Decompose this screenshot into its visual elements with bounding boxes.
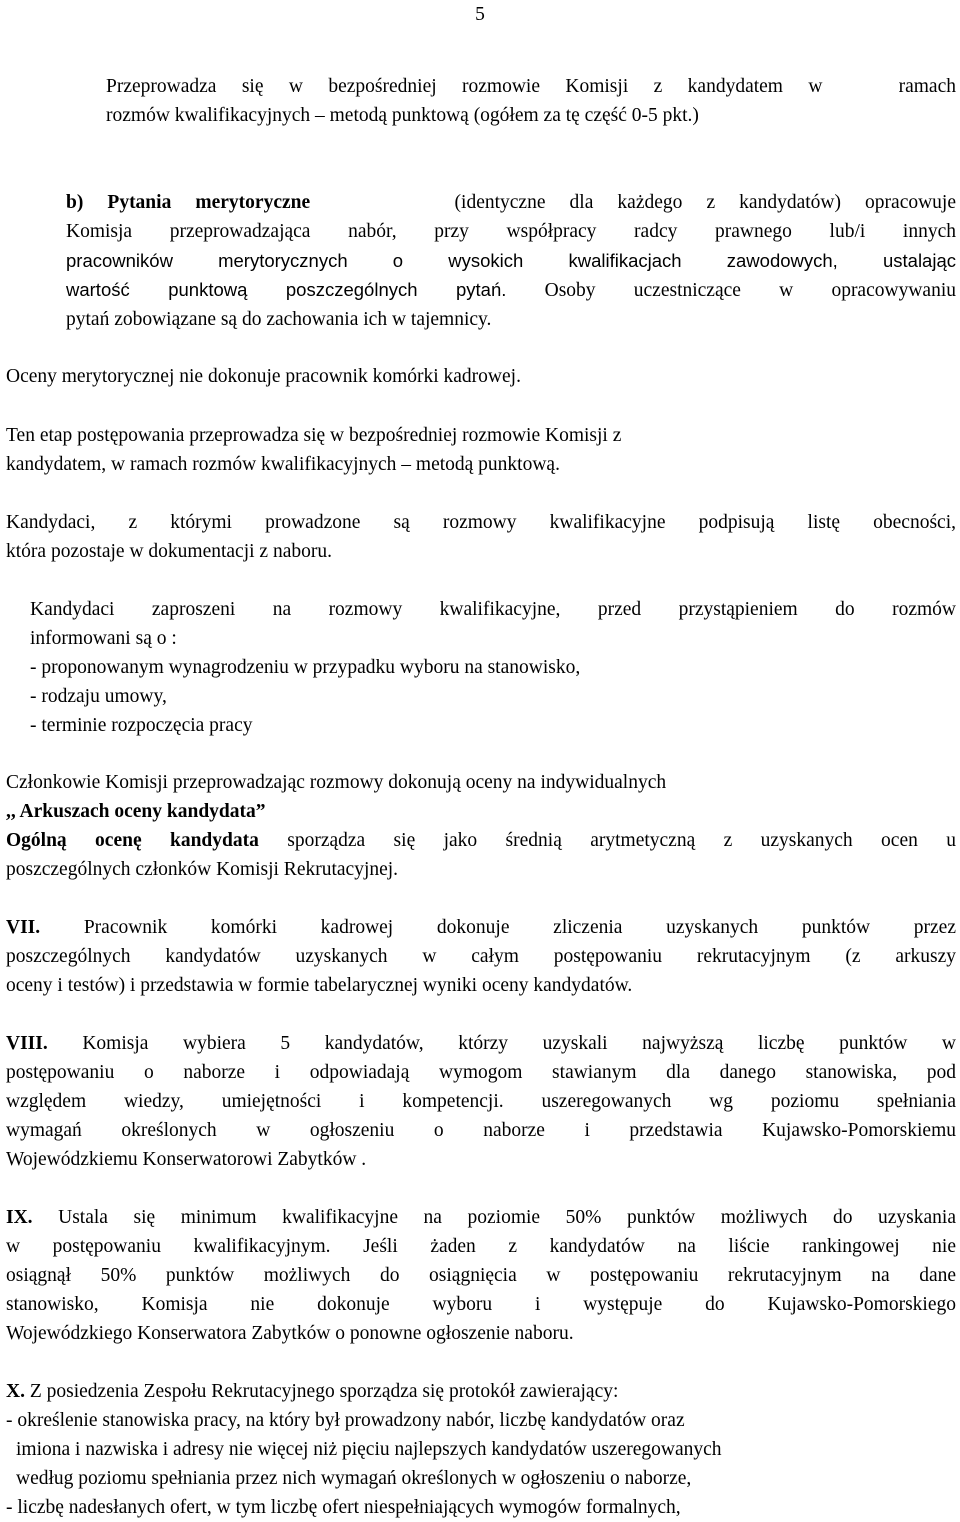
paragraph-commission-evaluation [6, 768, 956, 884]
attendance-line-1: Kandydaci, z którymi prowadzone są rozmowy kwalifikacyjne podpisują listę obecności, [6, 512, 956, 533]
section-vii [6, 913, 956, 1000]
paragraph-invited [30, 595, 956, 740]
section-vii-line-2: poszczególnych kandydatów uzyskanych w całym postępowaniu rekrutacyjnym (z arkuszy [6, 946, 956, 967]
paragraph-intro [106, 72, 956, 130]
hr-note-line: Oceny merytorycznej nie dokonuje pracownik komórki kadrowej. [6, 366, 521, 387]
invited-line-2: informowani są o : [30, 628, 177, 649]
merit-line-4-rest: Osoby uczestniczące w opracowywaniu [544, 280, 956, 301]
evaluation-line-1: Członkowie Komisji przeprowadzając rozmowy dokonują oceny na indywidualnych [6, 772, 667, 793]
section-viii-line-3: względem wiedzy, umiejętności i kompetencji. uszeregowanych wg poziomu spełniania [6, 1091, 956, 1112]
merit-line-1 [66, 188, 956, 217]
paragraph-stage [6, 421, 956, 479]
section-viii-number: VIII. [6, 1033, 48, 1054]
evaluation-line-3-bold: Ogólną ocenę kandydata [6, 830, 259, 851]
paragraph-attendance [6, 508, 956, 566]
evaluation-line-3 [6, 826, 956, 855]
section-ix-number: IX. [6, 1207, 33, 1228]
section-ix-line-1 [6, 1203, 956, 1232]
merit-line-1-rest: (identyczne dla każdego z kandydatów) opracowuje [454, 192, 956, 213]
section-ix-line-3: osiągnął 50% punktów możliwych do osiągnięcia w postępowaniu rekrutacyjnym na dane [6, 1265, 956, 1286]
evaluation-line-3-rest: sporządza się jako średnią arytmetyczną z uzyskanych ocen u [287, 830, 956, 851]
section-viii-line-1 [6, 1029, 956, 1058]
section-x-line-1-rest: Z posiedzenia Zespołu Rekrutacyjnego sporządza się protokół zawierający: [29, 1381, 619, 1402]
merit-heading: b) Pytania merytoryczne [66, 192, 311, 213]
list-item: - proponowanym wynagrodzeniu w przypadku wyboru na stanowisko, [30, 657, 581, 678]
list-item: - rodzaju umowy, [30, 686, 167, 707]
intro-line-2: rozmów kwalifikacyjnych – metodą punktową (ogółem za tę część 0-5 pkt.) [106, 105, 699, 126]
section-viii-line-5: Wojewódzkiemu Konserwatorowi Zabytków . [6, 1149, 367, 1170]
list-item-continuation: imiona i nazwiska i adresy nie więcej niż pięciu najlepszych kandydatów uszeregowanych [16, 1439, 722, 1460]
invited-line-1: Kandydaci zaproszeni na rozmowy kwalifikacyjne, przed przystąpieniem do rozmów [30, 599, 956, 620]
evaluation-line-4: poszczególnych członków Komisji Rekrutacyjnej. [6, 859, 399, 880]
section-vii-line-3: oceny i testów) i przedstawia w formie tabelarycznej wyniki oceny kandydatów. [6, 975, 633, 996]
intro-line-1-right: ramach [898, 76, 956, 97]
section-vii-line-1-rest: Pracownik komórki kadrowej dokonuje zliczenia uzyskanych punktów przez [83, 917, 956, 938]
section-x-line-1 [6, 1377, 956, 1406]
section-ix [6, 1203, 956, 1348]
section-ix-line-2: w postępowaniu kwalifikacyjnym. Jeśli żaden z kandydatów na liście rankingowej nie [6, 1236, 956, 1257]
section-ix-line-4: stanowisko, Komisja nie dokonuje wyboru i występuje do Kujawsko-Pomorskiego [6, 1294, 956, 1315]
intro-line-1-left: Przeprowadza się w bezpośredniej rozmowie Komisji z kandydatem w [106, 76, 823, 97]
page-number: 5 [475, 4, 485, 25]
section-vii-number: VII. [6, 917, 41, 938]
merit-line-2: Komisja przeprowadzająca nabór, przy współpracy radcy prawnego lub/i innych [66, 221, 956, 242]
merit-line-5: pytań zobowiązane są do zachowania ich w tajemnicy. [66, 309, 492, 330]
list-item: - określenie stanowiska pracy, na który był prowadzony nabór, liczbę kandydatów oraz [6, 1410, 685, 1431]
section-viii [6, 1029, 956, 1174]
stage-line-1: Ten etap postępowania przeprowadza się w bezpośredniej rozmowie Komisji z [6, 425, 622, 446]
section-viii-line-1-rest: Komisja wybiera 5 kandydatów, którzy uzyskali najwyższą liczbę punktów w [82, 1033, 957, 1054]
section-x-number: X. [6, 1381, 25, 1402]
merit-line-4-sans: wartość punktową poszczególnych pytań. [66, 279, 507, 300]
section-vii-line-1 [6, 913, 956, 942]
list-item: - liczbę nadesłanych ofert, w tym liczbę ofert niespełniających wymogów formalnych, [6, 1497, 681, 1518]
intro-line-1 [106, 72, 956, 101]
paragraph-hr-note [6, 362, 956, 391]
list-item-continuation: według poziomu spełniania przez nich wymagań określonych w ogłoszeniu o naborze, [16, 1468, 692, 1489]
evaluation-line-2: ,, Arkuszach oceny kandydata” [6, 801, 266, 822]
section-x [6, 1377, 956, 1522]
merit-line-4 [66, 275, 956, 305]
section-viii-line-4: wymagań określonych w ogłoszeniu o naborze i przedstawia Kujawsko-Pomorskiemu [6, 1120, 956, 1141]
section-ix-line-1-rest: Ustala się minimum kwalifikacyjne na poziomie 50% punktów możliwych do uzyskania [58, 1207, 956, 1228]
list-item: - terminie rozpoczęcia pracy [30, 715, 253, 736]
section-viii-line-2: postępowaniu o naborze i odpowiadają wymogom stawianym dla danego stanowiska, pod [6, 1062, 956, 1083]
stage-line-2: kandydatem, w ramach rozmów kwalifikacyjnych – metodą punktową. [6, 454, 560, 475]
paragraph-merit-questions [66, 188, 956, 334]
section-ix-line-5: Wojewódzkiego Konserwatora Zabytków o ponowne ogłoszenie naboru. [6, 1323, 574, 1344]
attendance-line-2: która pozostaje w dokumentacji z naboru. [6, 541, 332, 562]
merit-line-3: pracowników merytorycznych o wysokich kwalifikacjach zawodowych, ustalając [66, 250, 956, 271]
